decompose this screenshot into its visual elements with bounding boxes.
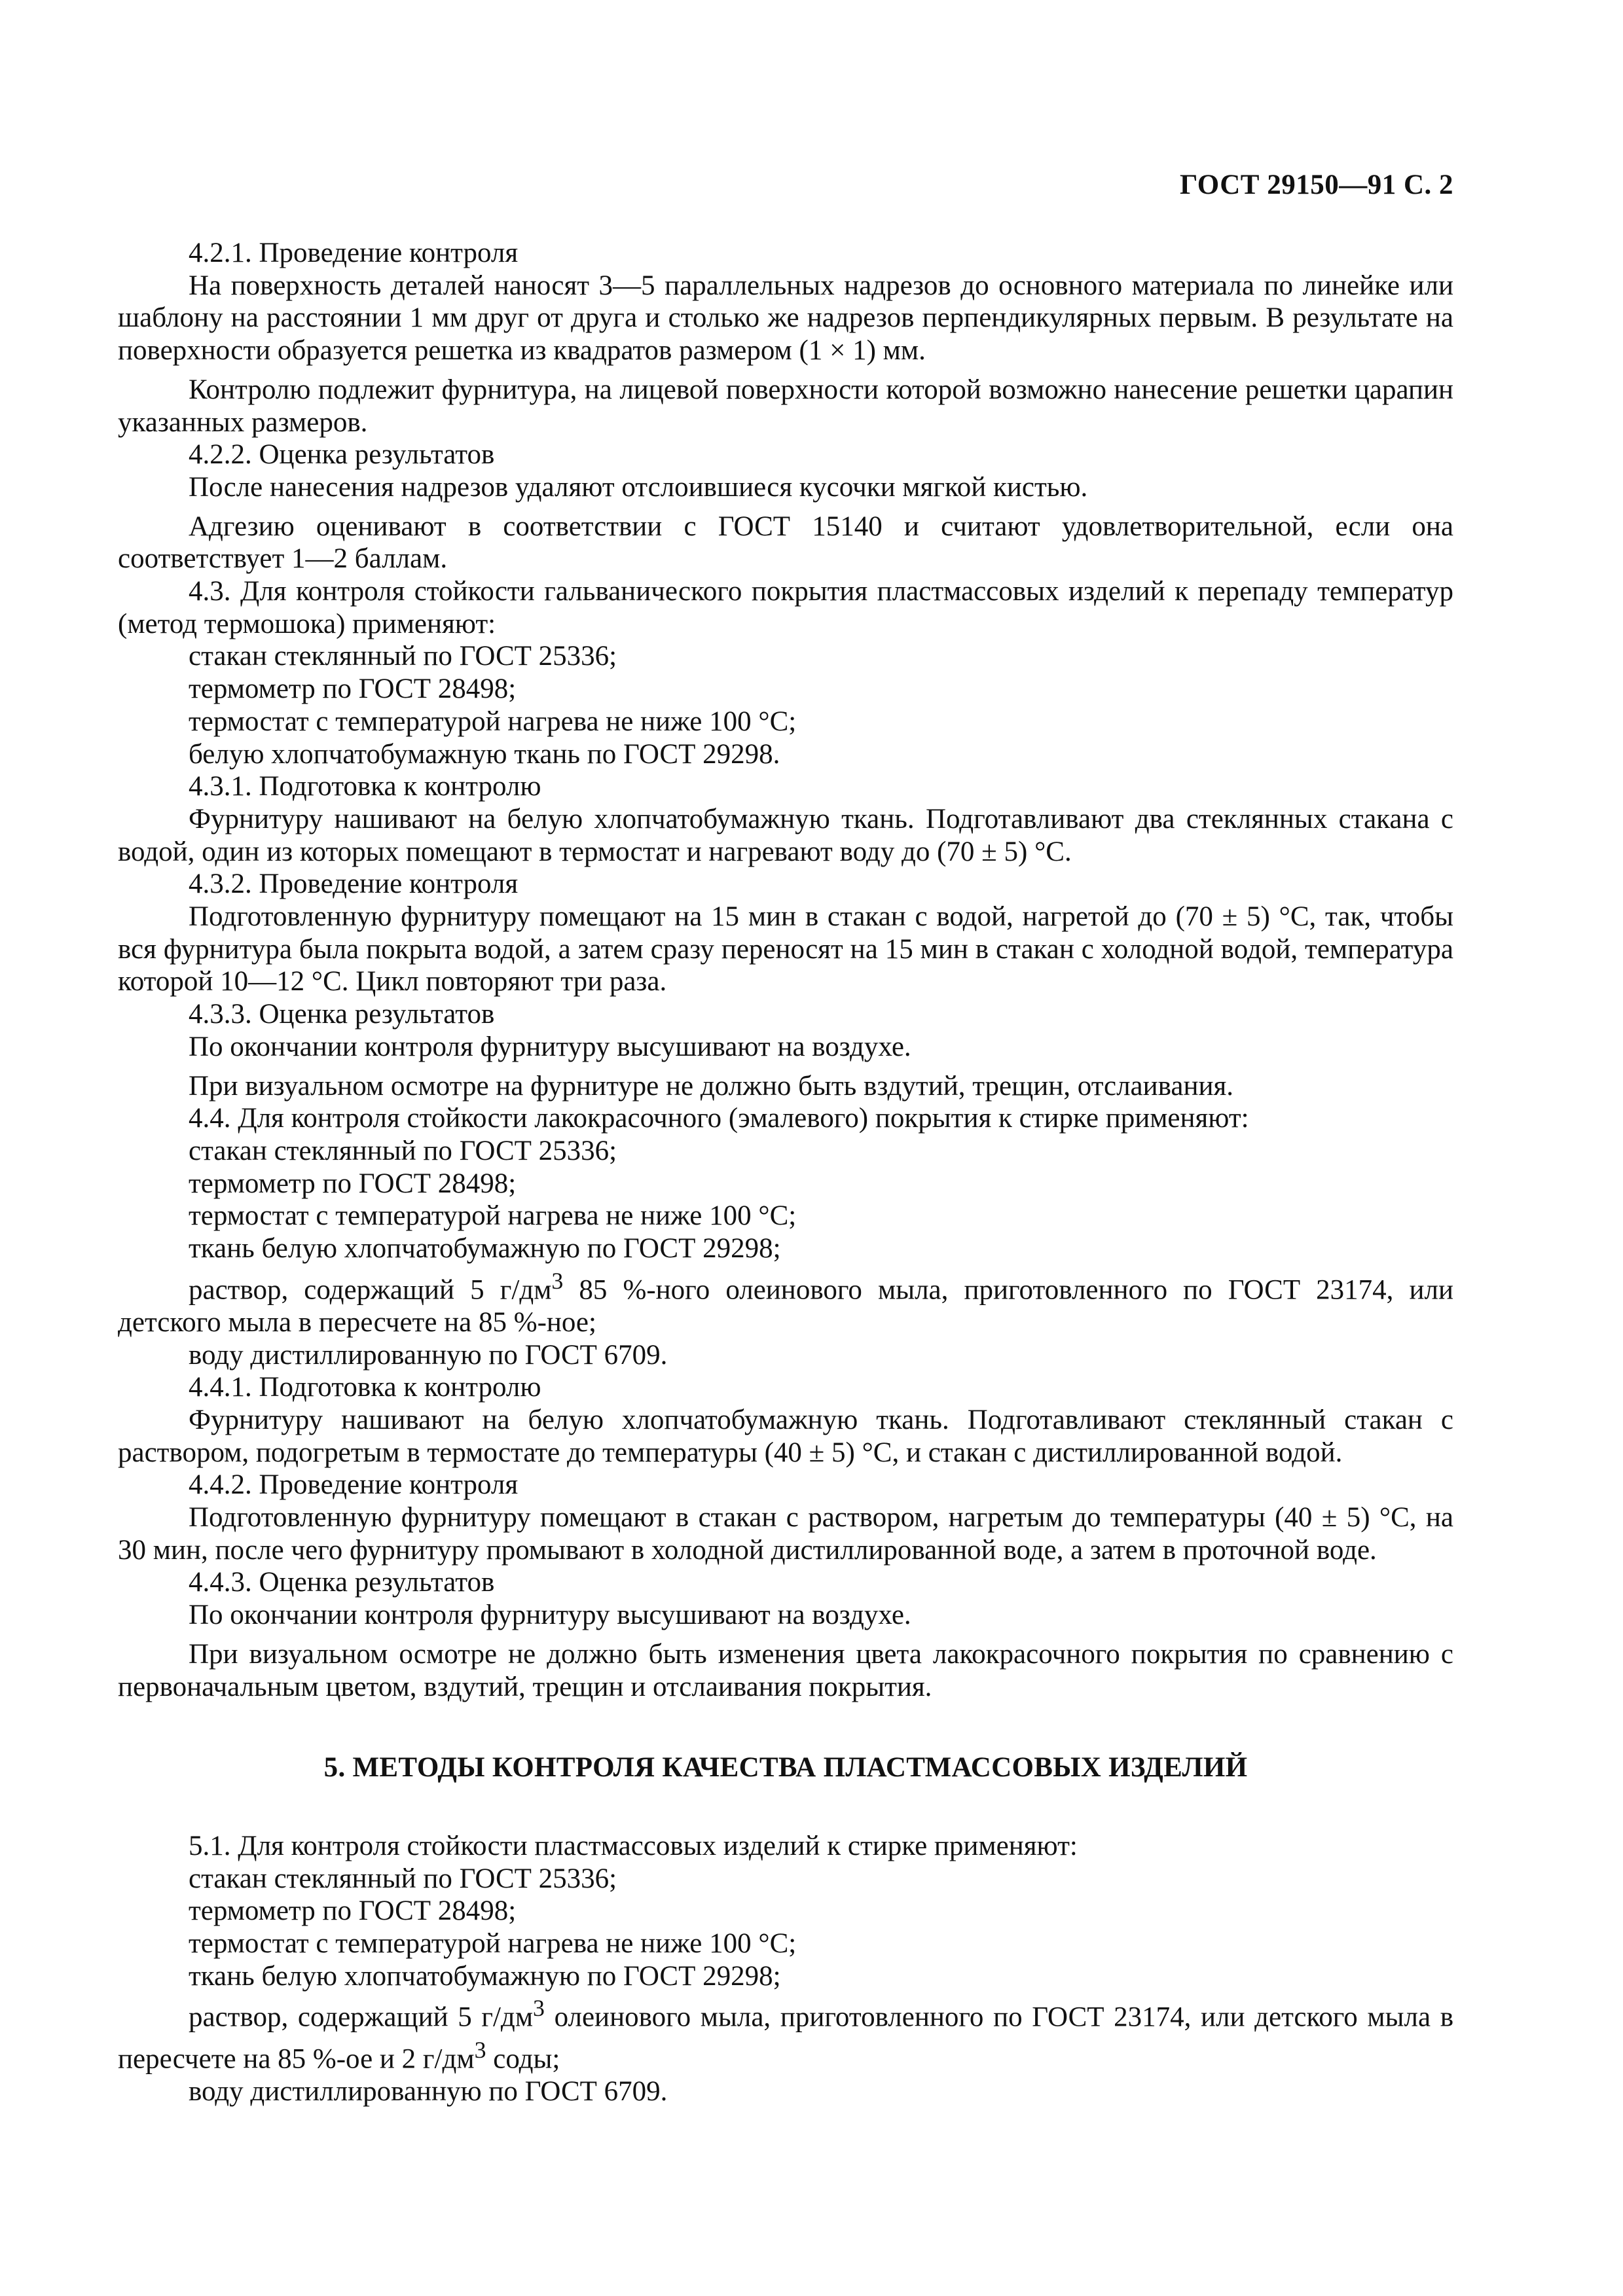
paragraph: По окончании контроля фурнитуру высушивают на воздухе. [189,1031,911,1062]
paragraph: стакан стеклянный по ГОСТ 25336; [189,1863,617,1894]
paragraph: При визуальном осмотре на фурнитуре не должно быть вздутий, трещин, отслаивания. [189,1070,1234,1102]
paragraph: термометр по ГОСТ 28498; [189,1895,517,1927]
paragraph: воду дистиллированную по ГОСТ 6709. [189,1339,668,1371]
text-run: раствор, содержащий 5 г/дм [189,2001,534,2033]
paragraph: 4.4.2. Проведение контроля [189,1469,519,1501]
paragraph: термостат с температурой нагрева не ниже 100 °С; [189,706,797,737]
solution-paragraph [118,1265,1453,1339]
paragraph: 4.4. Для контроля стойкости лакокрасочного (эмалевого) покрытия к стирке применяют: [189,1103,1249,1134]
paragraph: Контролю подлежит фурнитура, на лицевой поверхности которой возможно нанесение решетки царапин указанных размеров. [118,374,1453,438]
paragraph: По окончании контроля фурнитуру высушивают на воздухе. [189,1600,911,1631]
paragraph: 4.4.1. Подготовка к контролю [189,1372,541,1403]
text-run: раствор, содержащий 5 г/дм [189,1274,552,1306]
paragraph: 4.2.2. Оценка результатов [189,439,495,471]
text-block-g [118,1830,1453,2108]
paragraph: После нанесения надрезов удаляют отслоившиеся кусочки мягкой кистью. [189,471,1088,503]
paragraph: 4.3. Для контроля стойкости гальванического покрытия пластмассовых изделий к перепаду температур (метод термошока) применяют: [118,576,1453,639]
paragraph: воду дистиллированную по ГОСТ 6709. [189,2075,668,2107]
paragraph: Подготовленную фурнитуру помещают на 15 мин в стакан с водой, нагретой до (70 ± 5) °С, так, чтобы вся фурнитура была покрыта водой, а затем сразу переносят на 15 мин в стакан с холодной водой, температура которой 10—12 °С. Цикл повторяют три раза. [118,901,1453,997]
paragraph: Подготовленную фурнитуру помещают в стакан с раствором, нагретым до температуры (40 ± 5) °С, на 30 мин, после чего фурнитуру промывают в холодной дистиллированной воде, а затем в проточной воде. [118,1502,1453,1566]
paragraph: термостат с температурой нагрева не ниже 100 °С; [189,1200,797,1232]
paragraph: Фурнитуру нашивают на белую хлопчатобумажную ткань. Подготавливают два стеклянных стакана с водой, один из которых помещают в термостат и нагревают воду до (70 ± 5) °С. [118,803,1453,867]
paragraph: На поверхность деталей наносят 3—5 параллельных надрезов до основного материала по линейке или шаблону на расстоянии 1 мм друг от друга и столько же надрезов перпендикулярных первым. В результате на поверхности образуется решетка из квадратов размером (1 × 1) мм. [118,270,1453,367]
paragraph: 4.2.1. Проведение контроля [189,238,519,268]
paragraph: 4.3.1. Подготовка к контролю [189,771,541,802]
paragraph: термостат с температурой нагрева не ниже 100 °С; [189,1928,797,1960]
paragraph: белую хлопчатобумажную ткань по ГОСТ 29298. [189,738,780,770]
paragraph: ткань белую хлопчатобумажную по ГОСТ 29298; [189,1960,781,1992]
text-block-f [118,1638,1453,1703]
paragraph: Адгезию оценивают в соответствии с ГОСТ 15140 и считают удовлетворительной, если она соответствует 1—2 баллам. [118,511,1453,575]
document-page [118,0,1453,2296]
superscript: 3 [533,1995,545,2022]
text-block-c [118,511,1453,1064]
paragraph: При визуальном осмотре не должно быть изменения цвета лакокрасочного покрытия по сравнению с первоначальным цветом, вздутий, трещин и отслаивания покрытия. [118,1638,1453,1702]
text-block-a [118,237,1453,367]
superscript: 3 [474,2036,486,2063]
solution-paragraph [118,1992,1453,2075]
paragraph: 4.3.3. Оценка результатов [189,999,495,1030]
text-block-d [118,1070,1453,1632]
text-run: соды; [486,2043,560,2074]
paragraph: стакан стеклянный по ГОСТ 25336; [189,1135,617,1166]
paragraph: 5.1. Для контроля стойкости пластмассовых изделий к стирке применяют: [189,1830,1078,1861]
text-block-b [118,374,1453,504]
paragraph: ткань белую хлопчатобумажную по ГОСТ 29298; [189,1233,781,1265]
paragraph: 4.4.3. Оценка результатов [189,1567,495,1598]
document-body [118,237,1453,2108]
paragraph: стакан стеклянный по ГОСТ 25336; [189,641,617,672]
paragraph: Фурнитуру нашивают на белую хлопчатобумажную ткань. Подготавливают стеклянный стакан с раствором, подогретым в термостате до температуры (40 ± 5) °С, и стакан с дистиллированной водой. [118,1404,1453,1468]
section-heading: 5. МЕТОДЫ КОНТРОЛЯ КАЧЕСТВА ПЛАСТМАССОВЫХ ИЗДЕЛИЙ [323,1752,1248,1784]
text-run: олеинового мыла, приготовленного по ГОСТ 23174, или детского мыла в пересчете на 85 %-ое и 2 г/дм [118,2001,1453,2074]
paragraph: 4.3.2. Проведение контроля [189,869,519,900]
page-header: ГОСТ 29150—91 С. 2 [1179,170,1453,200]
text-run: 85 %-ного олеинового мыла, приготовленного по ГОСТ 23174, или детского мыла в пересчете на 85 %-ное; [118,1274,1453,1338]
paragraph: термометр по ГОСТ 28498; [189,673,517,705]
paragraph: термометр по ГОСТ 28498; [189,1168,517,1199]
superscript: 3 [551,1267,564,1294]
